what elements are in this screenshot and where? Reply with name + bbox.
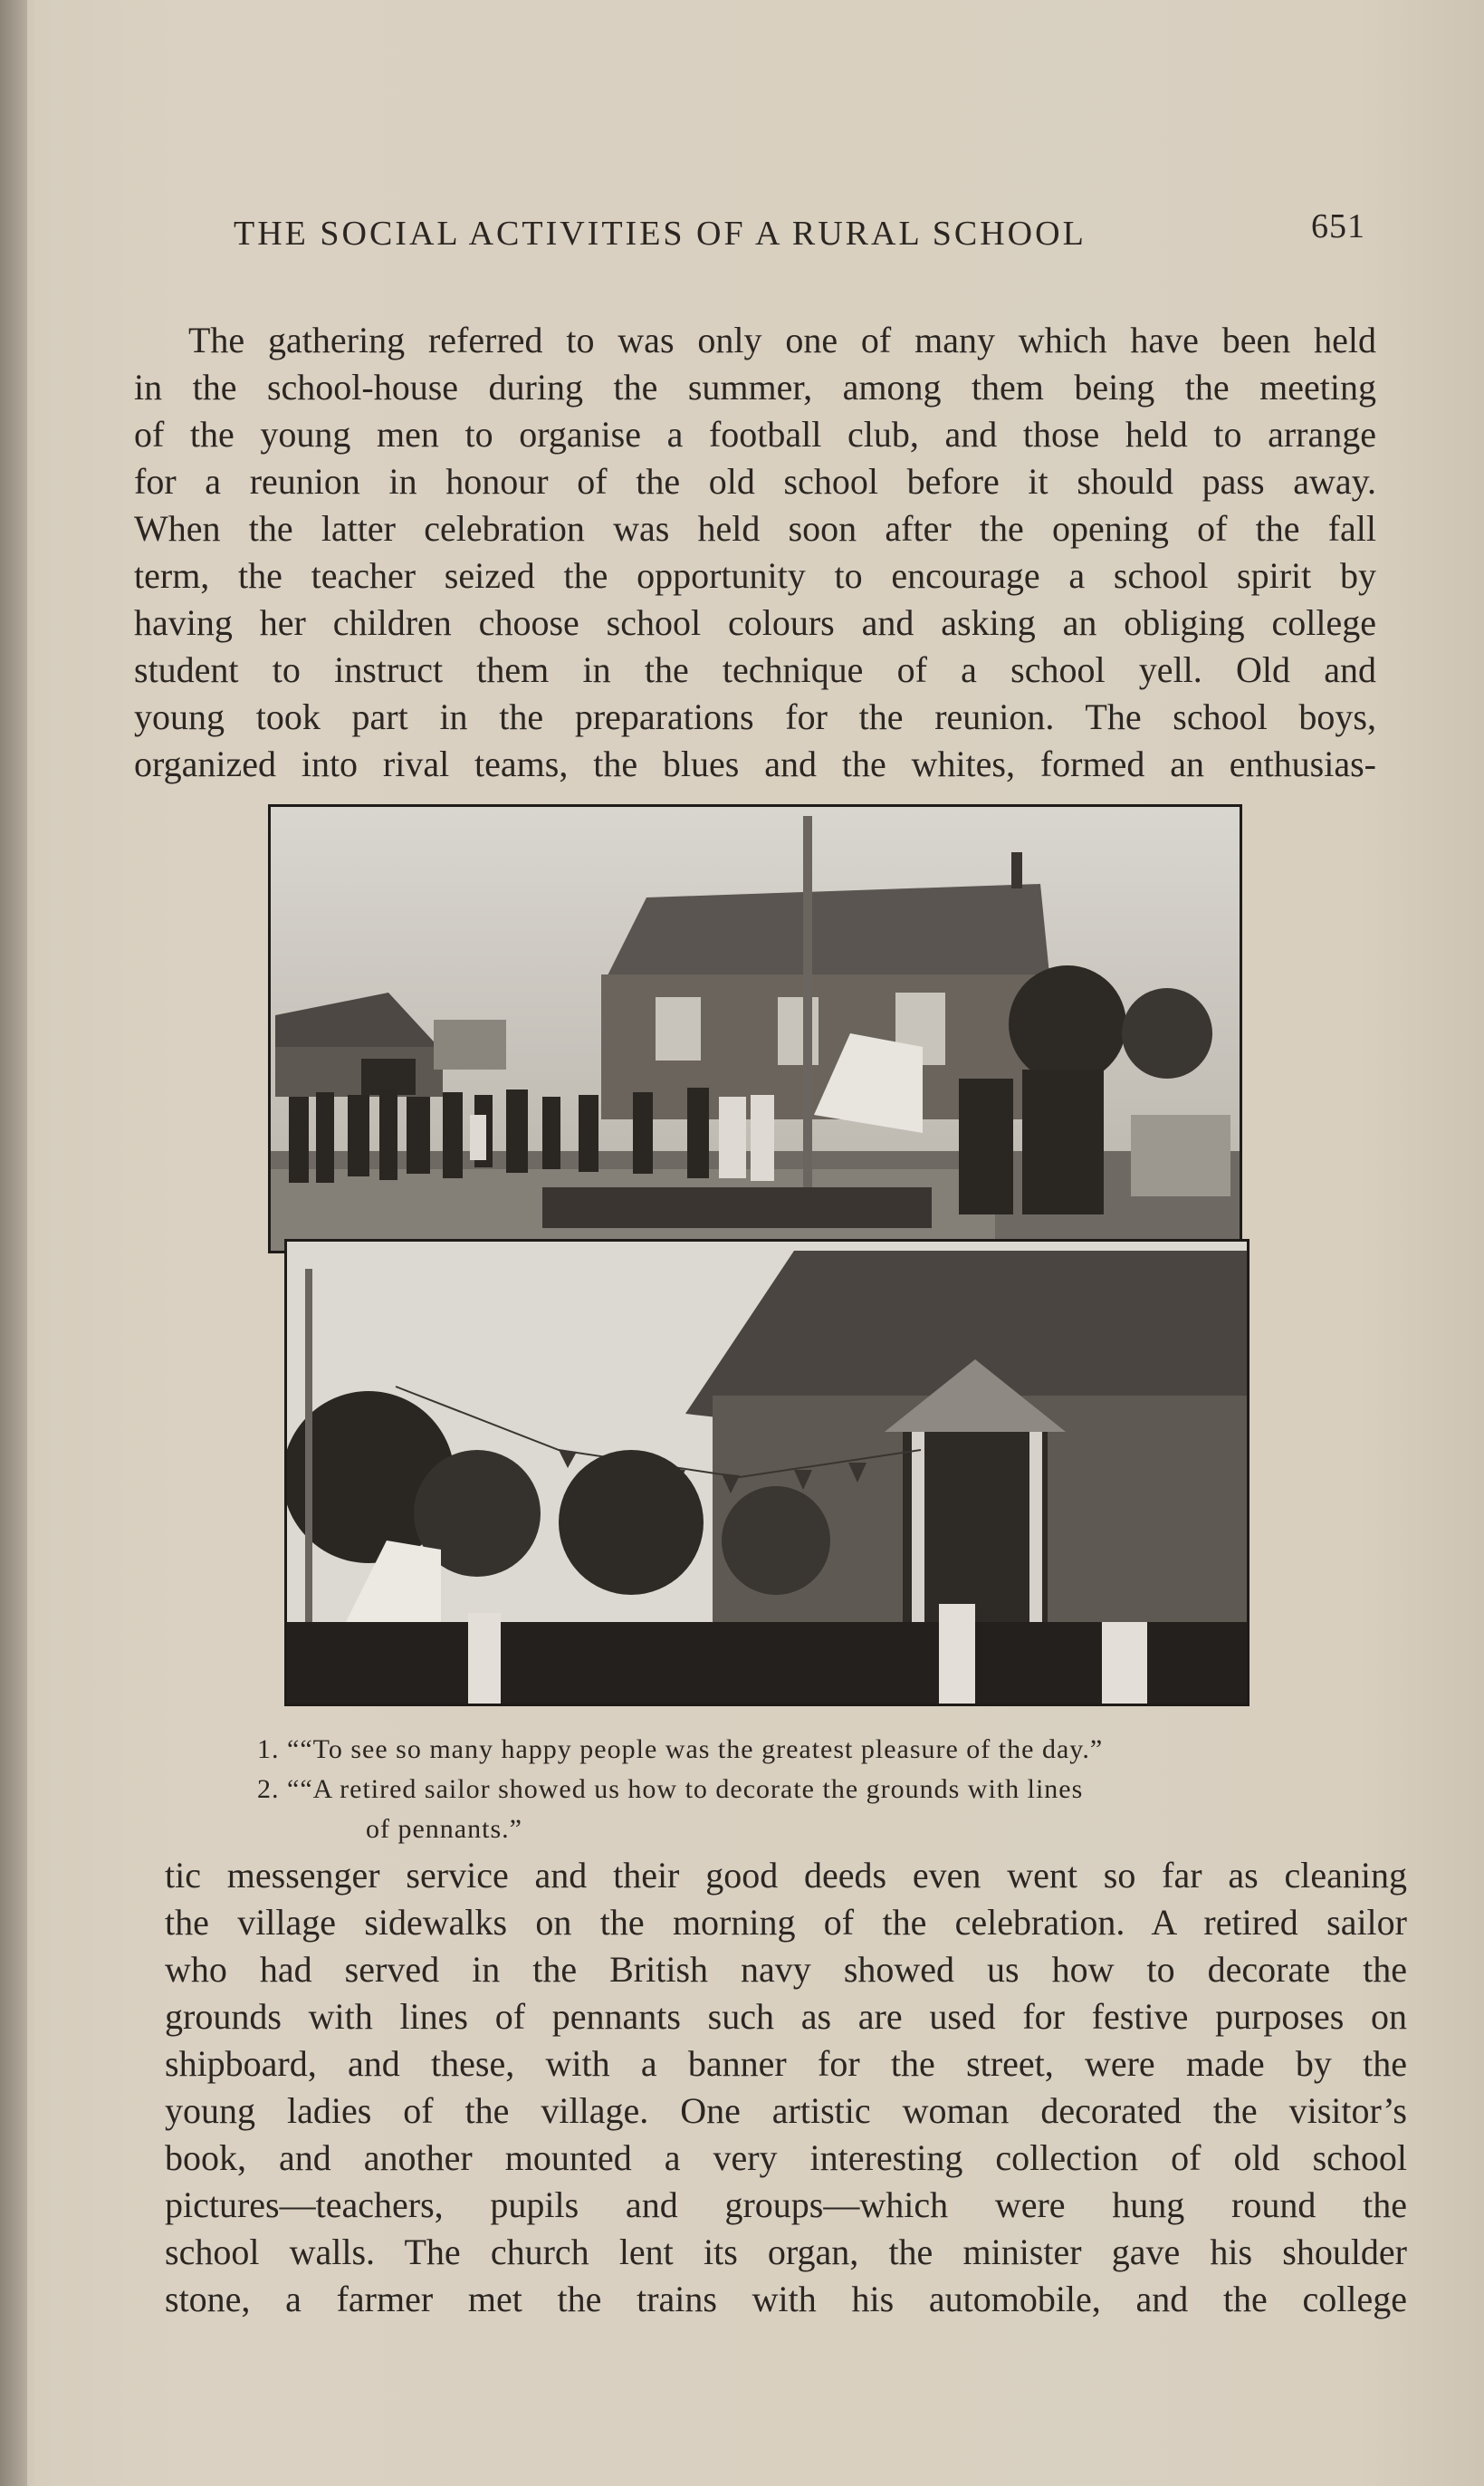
text-line: who had served in the British navy showed us how to decorate the xyxy=(165,1949,1407,1990)
text-line: in the school-house during the summer, among them being the meeting xyxy=(134,367,1376,408)
text-line: book, and another mounted a very interesting collection of old school xyxy=(165,2137,1407,2178)
figure-captions xyxy=(257,1730,1344,1849)
text-line: organized into rival teams, the blues and the whites, formed an enthusias- xyxy=(134,744,1376,784)
text-line: tic messenger service and their good deeds even went so far as cleaning xyxy=(165,1855,1407,1896)
text-line: stone, a farmer met the trains with his automobile, and the college xyxy=(165,2279,1407,2319)
page-number: 651 xyxy=(1311,207,1365,245)
text-line: When the latter celebration was held soon after the opening of the fall xyxy=(134,508,1376,549)
paragraph-top xyxy=(134,317,1376,788)
text-line: school walls. The church lent its organ, the minister gave his shoulder xyxy=(165,2232,1407,2272)
paragraph-bottom xyxy=(165,1852,1407,2323)
text-line: shipboard, and these, with a banner for the street, were made by the xyxy=(165,2043,1407,2084)
text-line: having her children choose school colours and asking an obliging college xyxy=(134,602,1376,643)
running-header xyxy=(234,207,1365,259)
caption-2-continued: of pennants.” xyxy=(366,1814,522,1844)
text-line: the village sidewalks on the morning of the celebration. A retired sailor xyxy=(165,1902,1407,1943)
text-line: young ladies of the village. One artistic woman decorated the visitor’s xyxy=(165,2090,1407,2131)
photo-school-gathering xyxy=(268,804,1242,1253)
caption-1: 1. ““To see so many happy people was the greatest pleasure of the day.” xyxy=(257,1734,1104,1764)
running-title: THE SOCIAL ACTIVITIES OF A RURAL SCHOOL xyxy=(234,215,1087,253)
caption-2: 2. ““A retired sailor showed us how to decorate the grounds with lines xyxy=(257,1774,1084,1804)
photo-pennants-decoration xyxy=(284,1239,1249,1706)
text-line: student to instruct them in the technique of a school yell. Old and xyxy=(134,649,1376,690)
text-line: of the young men to organise a football club, and those held to arrange xyxy=(134,414,1376,455)
text-line: pictures—teachers, pupils and groups—which were hung round the xyxy=(165,2184,1407,2225)
text-line: The gathering referred to was only one of many which have been held xyxy=(188,320,1376,360)
photo-figure xyxy=(268,804,1242,1703)
text-line: term, the teacher seized the opportunity to encourage a school spirit by xyxy=(134,555,1376,596)
text-line: for a reunion in honour of the old school before it should pass away. xyxy=(134,461,1376,502)
text-line: young took part in the preparations for the reunion. The school boys, xyxy=(134,696,1376,737)
text-line: grounds with lines of pennants such as are used for festive purposes on xyxy=(165,1996,1407,2037)
book-gutter xyxy=(0,0,27,2486)
